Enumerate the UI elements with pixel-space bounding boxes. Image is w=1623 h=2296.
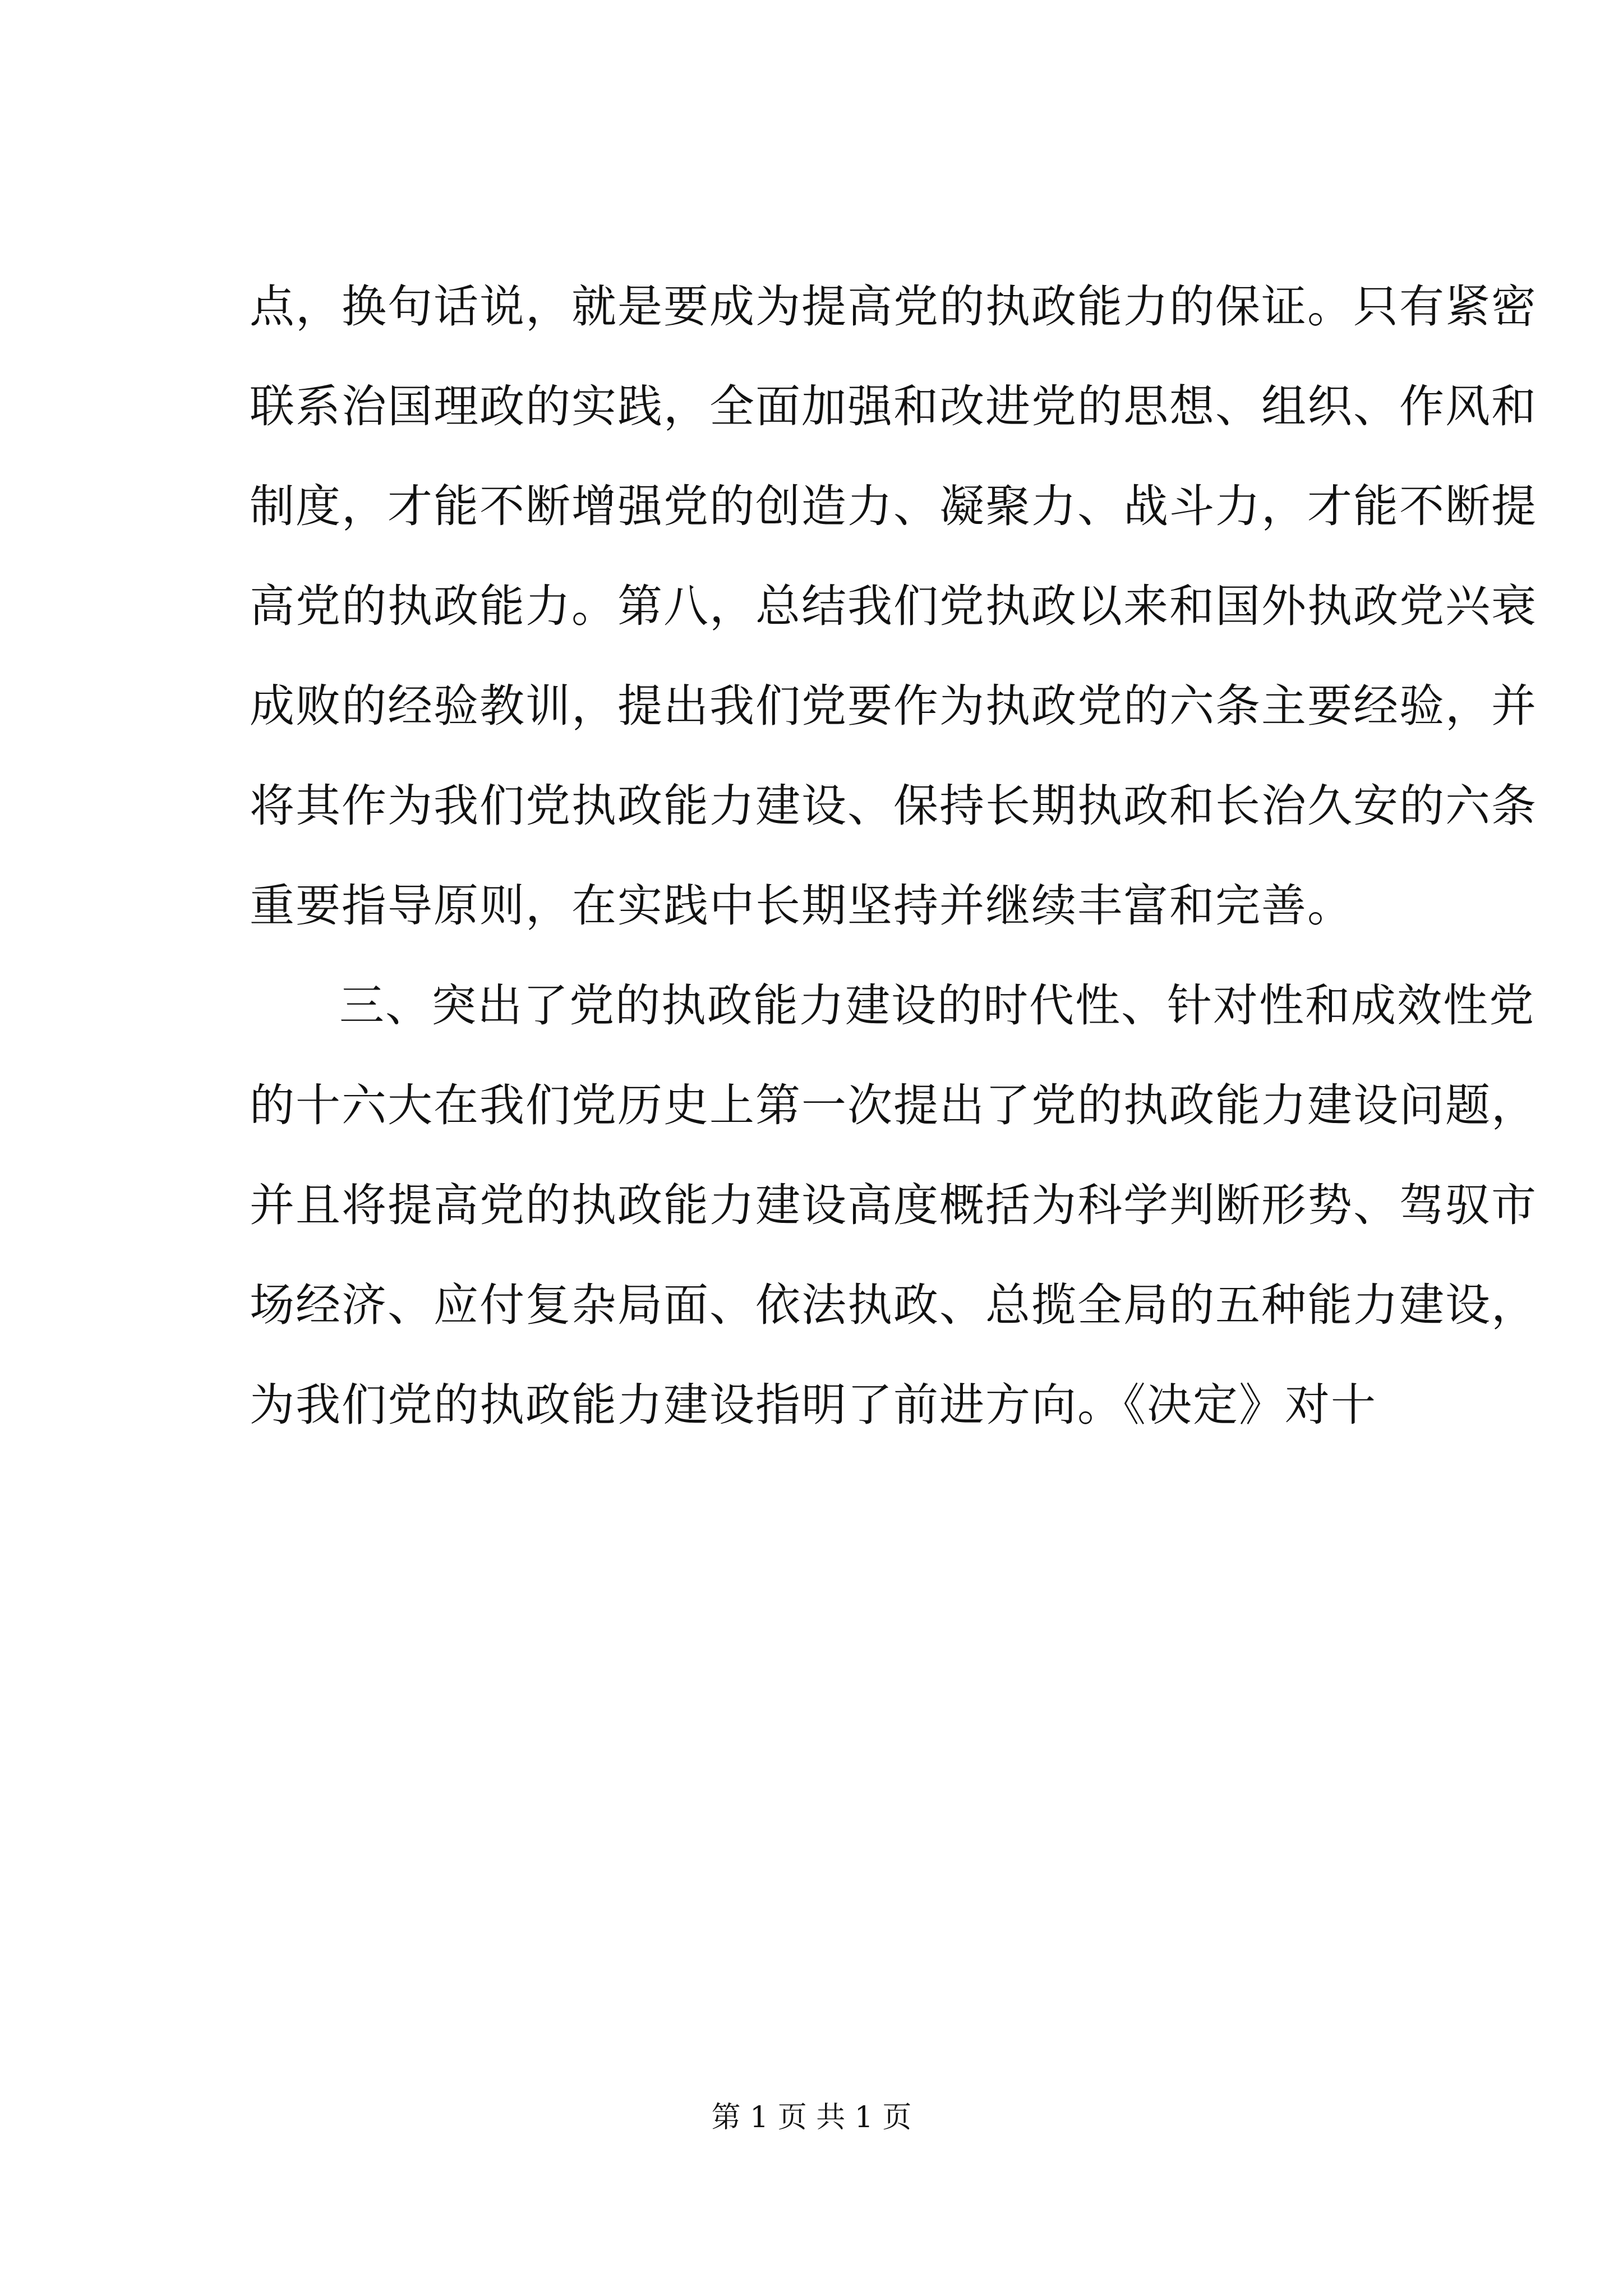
paragraph-1 — [250, 257, 1537, 956]
text-line: 重要指导原则，在实践中长期坚持并继续丰富和完善。 — [250, 880, 1353, 932]
text-line: 三、突出了党的执政能力建设的时代性、针对性和成效性党 — [339, 979, 1535, 1032]
text-line: 成败的经验教训，提出我们党要作为执政党的六条主要经验，并 — [250, 680, 1537, 732]
text-line: 为我们党的执政能力建设指明了前进方向。《决定》对十 — [250, 1379, 1377, 1431]
body-text — [250, 257, 1537, 1455]
text-line: 的十六大在我们党历史上第一次提出了党的执政能力建设问题， — [250, 1079, 1537, 1131]
text-line: 高党的执政能力。第八，总结我们党执政以来和国外执政党兴衰 — [250, 580, 1537, 632]
paragraph-2 — [250, 956, 1537, 1455]
page-number-label: 第 1 页 共 1 页 — [711, 2101, 912, 2134]
text-line: 并且将提高党的执政能力建设高度概括为科学判断形势、驾驭市 — [250, 1179, 1537, 1231]
text-line: 将其作为我们党执政能力建设、保持长期执政和长治久安的六条 — [250, 780, 1537, 832]
text-line: 点，换句话说，就是要成为提高党的执政能力的保证。只有紧密 — [250, 280, 1537, 333]
text-line: 联系治国理政的实践，全面加强和改进党的思想、组织、作风和 — [250, 380, 1537, 432]
page-footer — [0, 2098, 1623, 2137]
text-line: 场经济、应付复杂局面、依法执政、总揽全局的五种能力建设， — [250, 1279, 1537, 1331]
text-line: 制度，才能不断增强党的创造力、凝聚力、战斗力，才能不断提 — [250, 480, 1537, 532]
